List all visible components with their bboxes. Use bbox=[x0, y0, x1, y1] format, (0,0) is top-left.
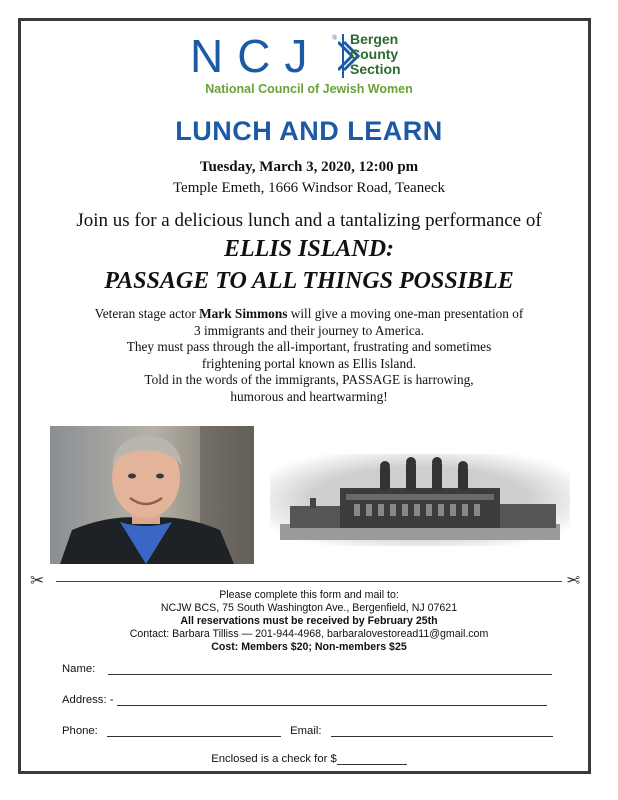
event-title: LUNCH AND LEARN bbox=[175, 116, 443, 146]
address-field[interactable] bbox=[117, 693, 547, 706]
address-label: Address: - bbox=[62, 694, 114, 706]
check-amount-row bbox=[0, 752, 618, 765]
phone-email-row bbox=[62, 724, 553, 737]
address-field-row bbox=[62, 693, 547, 706]
name-field-row bbox=[62, 662, 552, 675]
logo-divider bbox=[342, 34, 344, 78]
description-line: Veteran stage actor Mark Simmons will give a moving one-man presentation of bbox=[94, 306, 524, 321]
phone-label: Phone: bbox=[62, 725, 98, 737]
email-field[interactable] bbox=[331, 724, 553, 737]
event-description bbox=[30, 306, 588, 405]
check-amount-field[interactable] bbox=[337, 752, 407, 765]
logo-section-name: Bergen County Section bbox=[350, 31, 401, 77]
event-cost: Cost: Members $20; Non-members $25 bbox=[211, 641, 407, 653]
scissors-left-icon: ✂ bbox=[30, 571, 45, 590]
description-line: frightening portal known as Ellis Island. bbox=[201, 355, 417, 371]
event-date-time: Tuesday, March 3, 2020, 12:00 pm bbox=[199, 159, 419, 175]
name-label: Name: bbox=[62, 663, 96, 675]
actor-name: Mark Simmons bbox=[199, 306, 288, 321]
reservation-form-header bbox=[0, 589, 618, 654]
check-label: Enclosed is a check for $ bbox=[211, 753, 337, 765]
mailing-address: NCJW BCS, 75 South Washington Ave., Bergenfield, NJ 07621 bbox=[160, 602, 458, 614]
reservation-deadline: All reservations must be received by February 25th bbox=[180, 615, 438, 627]
org-full-name: National Council of Jewish Women bbox=[205, 82, 413, 96]
actor-portrait-photo bbox=[50, 426, 254, 564]
event-invite: Join us for a delicious lunch and a tantalizing performance of bbox=[76, 210, 542, 231]
description-line: humorous and heartwarming! bbox=[230, 388, 388, 404]
ellis-island-building-photo bbox=[270, 454, 570, 546]
form-instructions: Please complete this form and mail to: bbox=[219, 589, 399, 601]
show-title-line1: ELLIS ISLAND: bbox=[223, 236, 395, 262]
description-line: 3 immigrants and their journey to America. bbox=[193, 322, 425, 338]
description-line: They must pass through the all-important, frustrating and sometimes bbox=[126, 339, 492, 354]
name-field[interactable] bbox=[108, 662, 552, 675]
phone-field[interactable] bbox=[107, 724, 281, 737]
scissors-right-icon: ✂ bbox=[566, 571, 581, 590]
email-label: Email: bbox=[290, 725, 322, 737]
show-title-line2: PASSAGE TO ALL THINGS POSSIBLE bbox=[104, 268, 514, 294]
event-venue: Temple Emeth, 1666 Windsor Road, Teaneck bbox=[172, 180, 446, 196]
description-line: Told in the words of the immigrants, PASSAGE is harrowing, bbox=[144, 372, 474, 387]
contact-info: Contact: Barbara Tilliss — 201-944-4968, barbaralovestoread11@gmail.com bbox=[129, 628, 489, 640]
cut-line bbox=[56, 581, 562, 582]
logo-letters: NCJ bbox=[190, 30, 322, 82]
logo-registered-mark: ® bbox=[332, 34, 338, 42]
